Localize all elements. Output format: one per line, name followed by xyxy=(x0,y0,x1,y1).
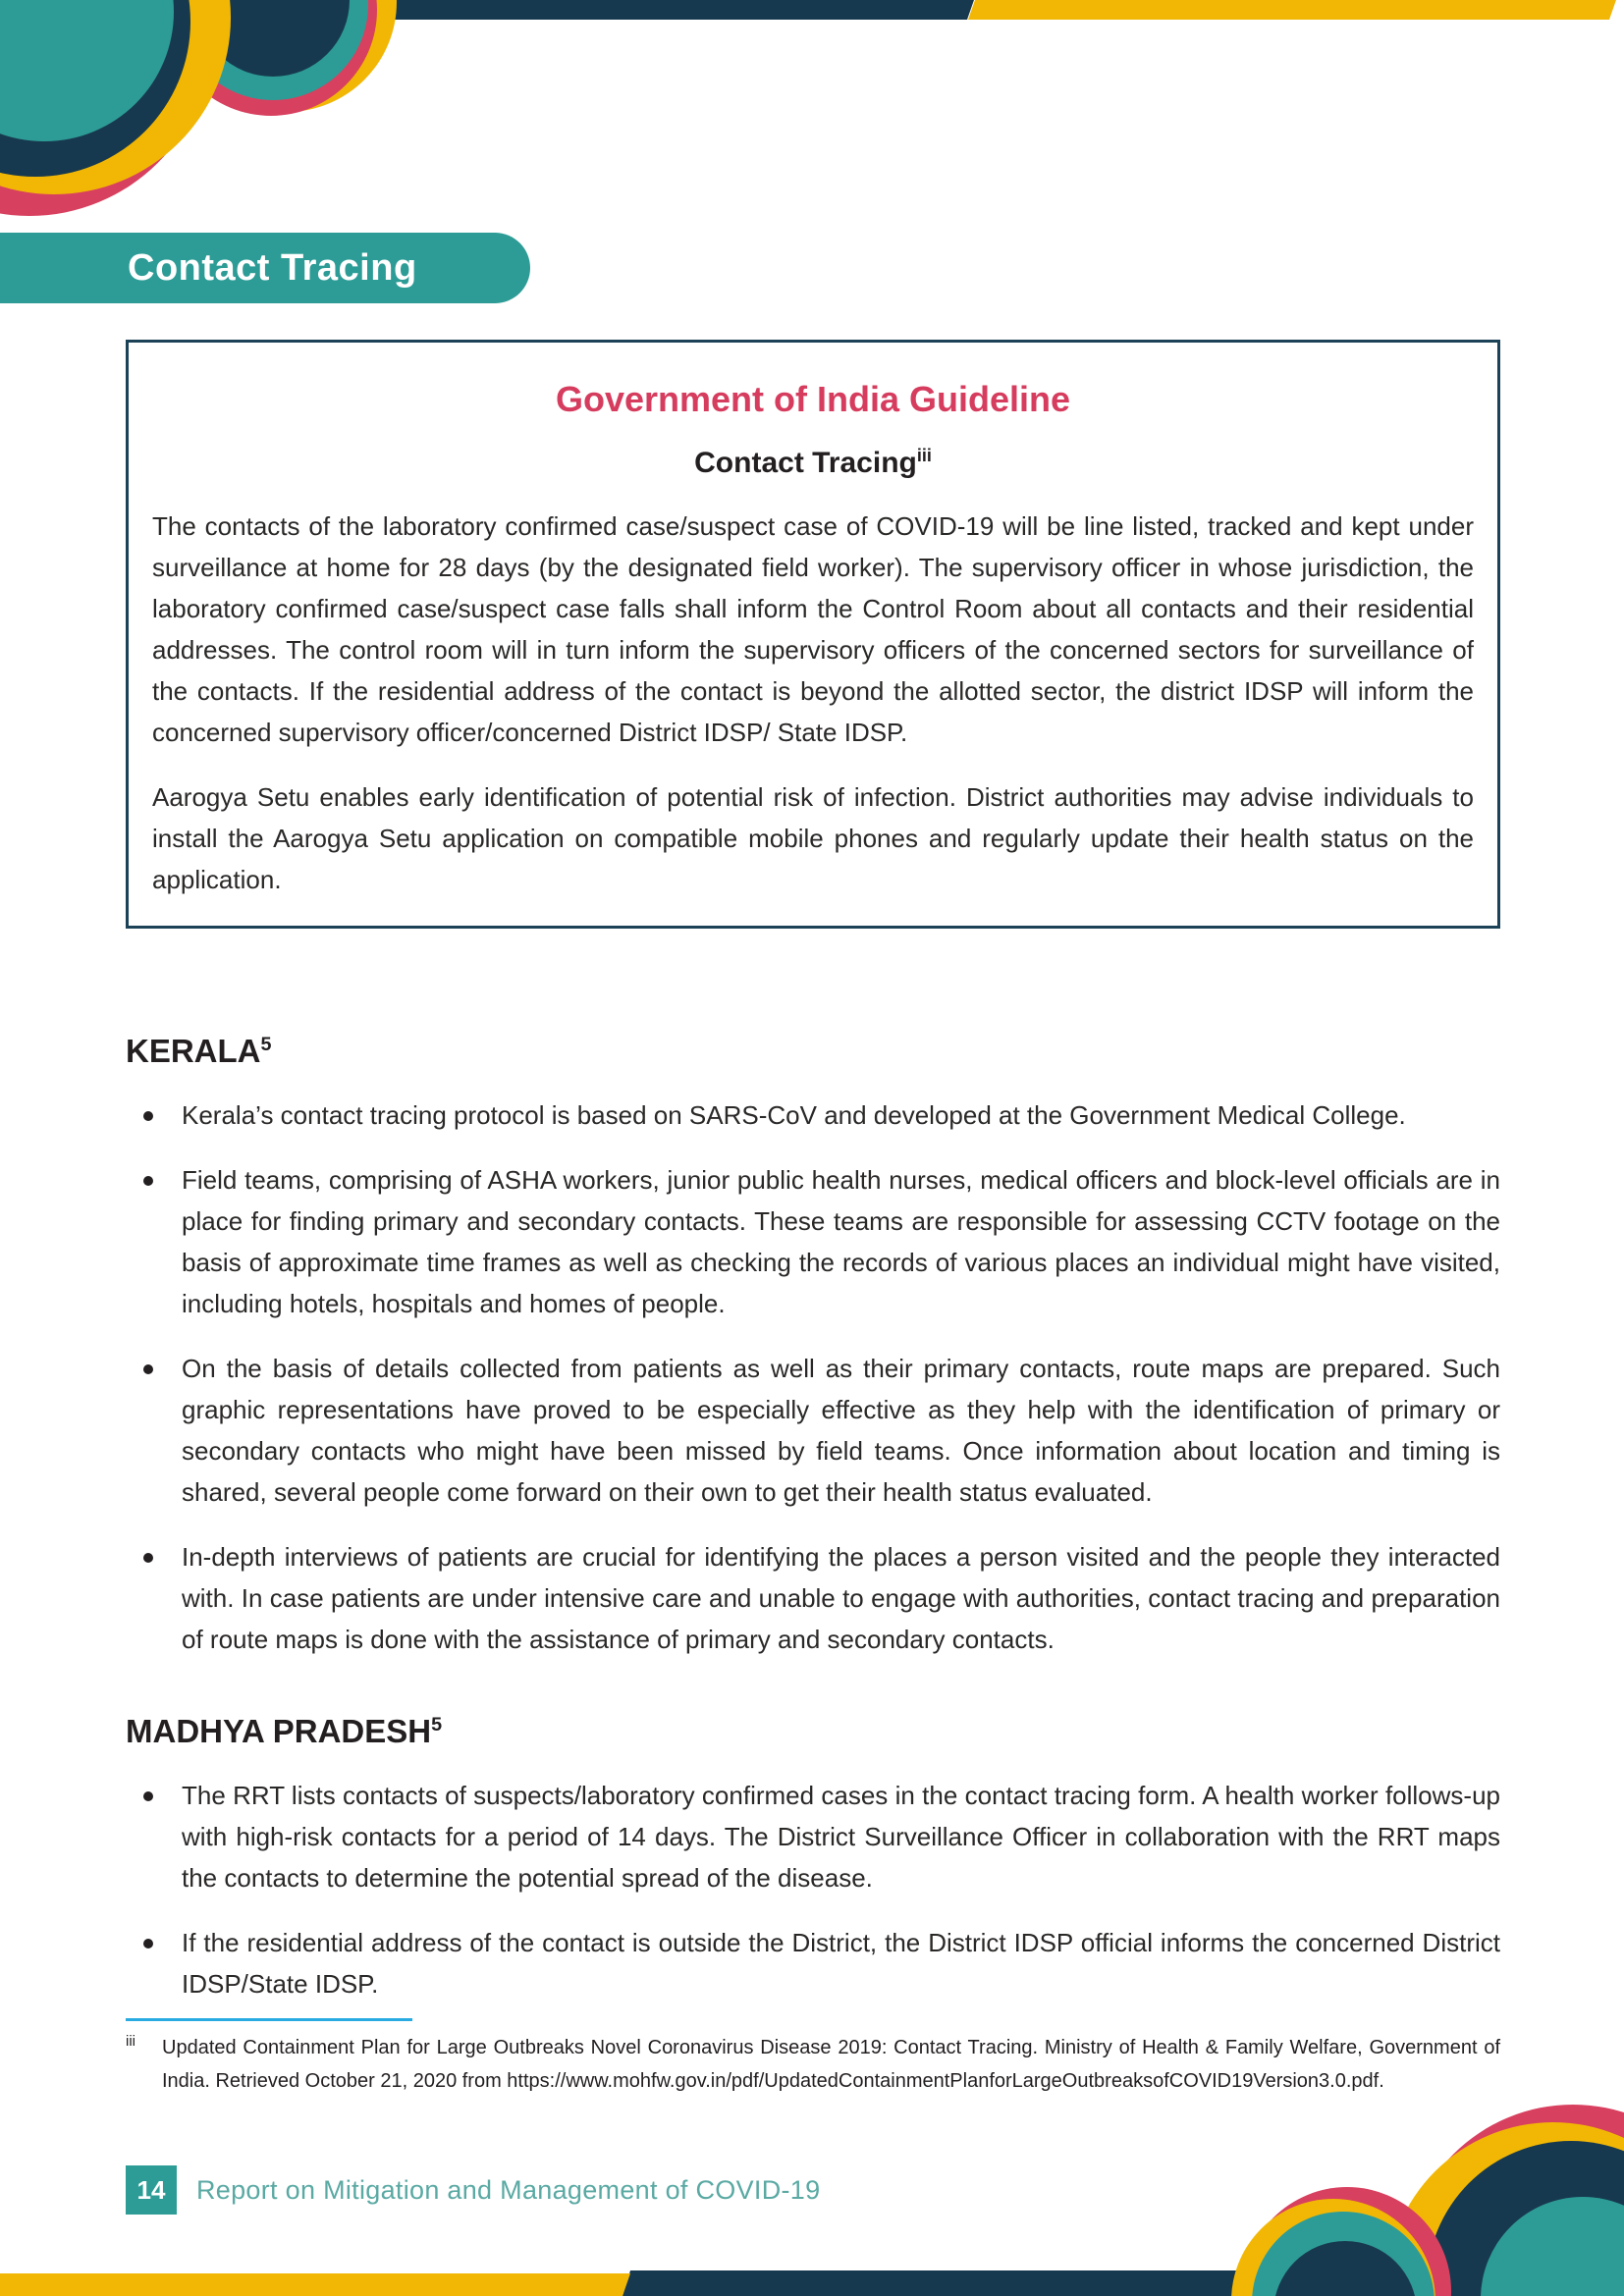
bullet-text: In-depth interviews of patients are crucial for identifying the places a person visited and the people they interacted with. In case patients are under intensive care and unable to engage with authorities, contact tracing and preparation of route maps is done with the assistance of primary and secondary contacts. xyxy=(182,1542,1500,1654)
section-title-band xyxy=(0,233,530,303)
section-heading-madhya-pradesh xyxy=(126,1705,1500,1751)
list-item xyxy=(126,1095,1500,1136)
list-item xyxy=(126,1536,1500,1660)
footnote xyxy=(126,2018,1500,2098)
guideline-box-subtitle-text: Contact Tracing xyxy=(694,447,917,479)
page-number: 14 xyxy=(136,2174,166,2205)
bullet-text: If the residential address of the contact is outside the District, the District IDSP official informs the concerned District IDSP/State IDSP. xyxy=(182,1928,1500,1999)
bullet-dot xyxy=(126,1775,182,1898)
footnote-marker: iii xyxy=(126,2033,135,2050)
list-item xyxy=(126,1922,1500,2004)
guideline-box-subtitle xyxy=(152,437,1474,482)
section-heading-kerala xyxy=(126,1025,1500,1071)
guideline-box-title: Government of India Guideline xyxy=(555,379,1071,419)
bullet-dot xyxy=(126,1095,182,1136)
bullet-text: Field teams, comprising of ASHA workers, junior public health nurses, medical officers and block-level officials are in place for finding primary and secondary contacts. These teams are responsible for assessing CCTV footage on the basis of approximate time frames as well as checking the records of various places an individual might have visited, including hotels, hospitals and homes of people. xyxy=(182,1165,1500,1318)
section-heading-madhya-pradesh-text: MADHYA PRADESH xyxy=(126,1713,432,1749)
page-title: Contact Tracing xyxy=(128,246,417,289)
list-item xyxy=(126,1775,1500,1898)
footnote-text: Updated Containment Plan for Large Outbreaks Novel Coronavirus Disease 2019: Contact Tracing. Ministry of Health & Family Welfare, Government of India. Retrieved October 21, 2020 from https://www.mohfw.gov.in/pdf/UpdatedContainmentPlanforLargeOutbreaksofCOVID19Version3.0.pdf. xyxy=(162,2037,1500,2092)
bullet-dot xyxy=(126,1159,182,1324)
bullet-dot xyxy=(126,1536,182,1660)
list-item xyxy=(126,1348,1500,1513)
section-heading-madhya-pradesh-superscript: 5 xyxy=(431,1714,443,1735)
guideline-paragraph: Aarogya Setu enables early identification of potential risk of infection. District authorities may advise individuals to install the Aarogya Setu application on compatible mobile phones and regularly update their health status on the application. xyxy=(152,782,1474,894)
top-yellow-bar xyxy=(968,0,1616,20)
section-heading-kerala-superscript: 5 xyxy=(260,1034,272,1055)
guideline-paragraph: The contacts of the laboratory confirmed case/suspect case of COVID-19 will be line listed, tracked and kept under surveillance at home for 28 days (by the designated field worker). The supervisory officer in whose jurisdiction, the laboratory confirmed case/suspect case falls shall inform the Control Room about all contacts and their residential addresses. The control room will in turn inform the supervisory officers of the concerned sectors for surveillance of the contacts. If the residential address of the contact is beyond the allotted sector, the district IDSP will inform the concerned supervisory officer/concerned District IDSP/ State IDSP. xyxy=(152,511,1474,747)
bullet-text: On the basis of details collected from patients as well as their primary contacts, route maps are prepared. Such graphic representations have proved to be especially effective as they help with the identification of primary or secondary contacts who might have been missed by field teams. Once information about location and timing is shared, several people come forward on their own to get their health status evaluated. xyxy=(182,1354,1500,1507)
bullet-text: The RRT lists contacts of suspects/laboratory confirmed cases in the contact tracing form. A health worker follows-up with high-risk contacts for a period of 14 days. The District Surveillance Officer in collaboration with the RRT maps the contacts to determine the potential spread of the disease. xyxy=(182,1781,1500,1893)
section-heading-kerala-text: KERALA xyxy=(126,1033,261,1069)
bullet-text: Kerala’s contact tracing protocol is based on SARS-CoV and developed at the Government Medical College. xyxy=(182,1100,1406,1130)
guideline-box xyxy=(126,340,1500,929)
footer-report-title: Report on Mitigation and Management of COVID-19 xyxy=(196,2174,821,2205)
list-item xyxy=(126,1159,1500,1324)
bullet-dot xyxy=(126,1922,182,2004)
state-sections xyxy=(126,1025,1500,2028)
footnote-divider xyxy=(126,2018,412,2021)
guideline-box-subtitle-superscript: iii xyxy=(916,446,932,465)
footnote-row xyxy=(126,2031,1500,2098)
bullet-dot xyxy=(126,1348,182,1513)
page-number-box xyxy=(126,2165,177,2215)
bottom-yellow-bar xyxy=(0,2273,630,2296)
